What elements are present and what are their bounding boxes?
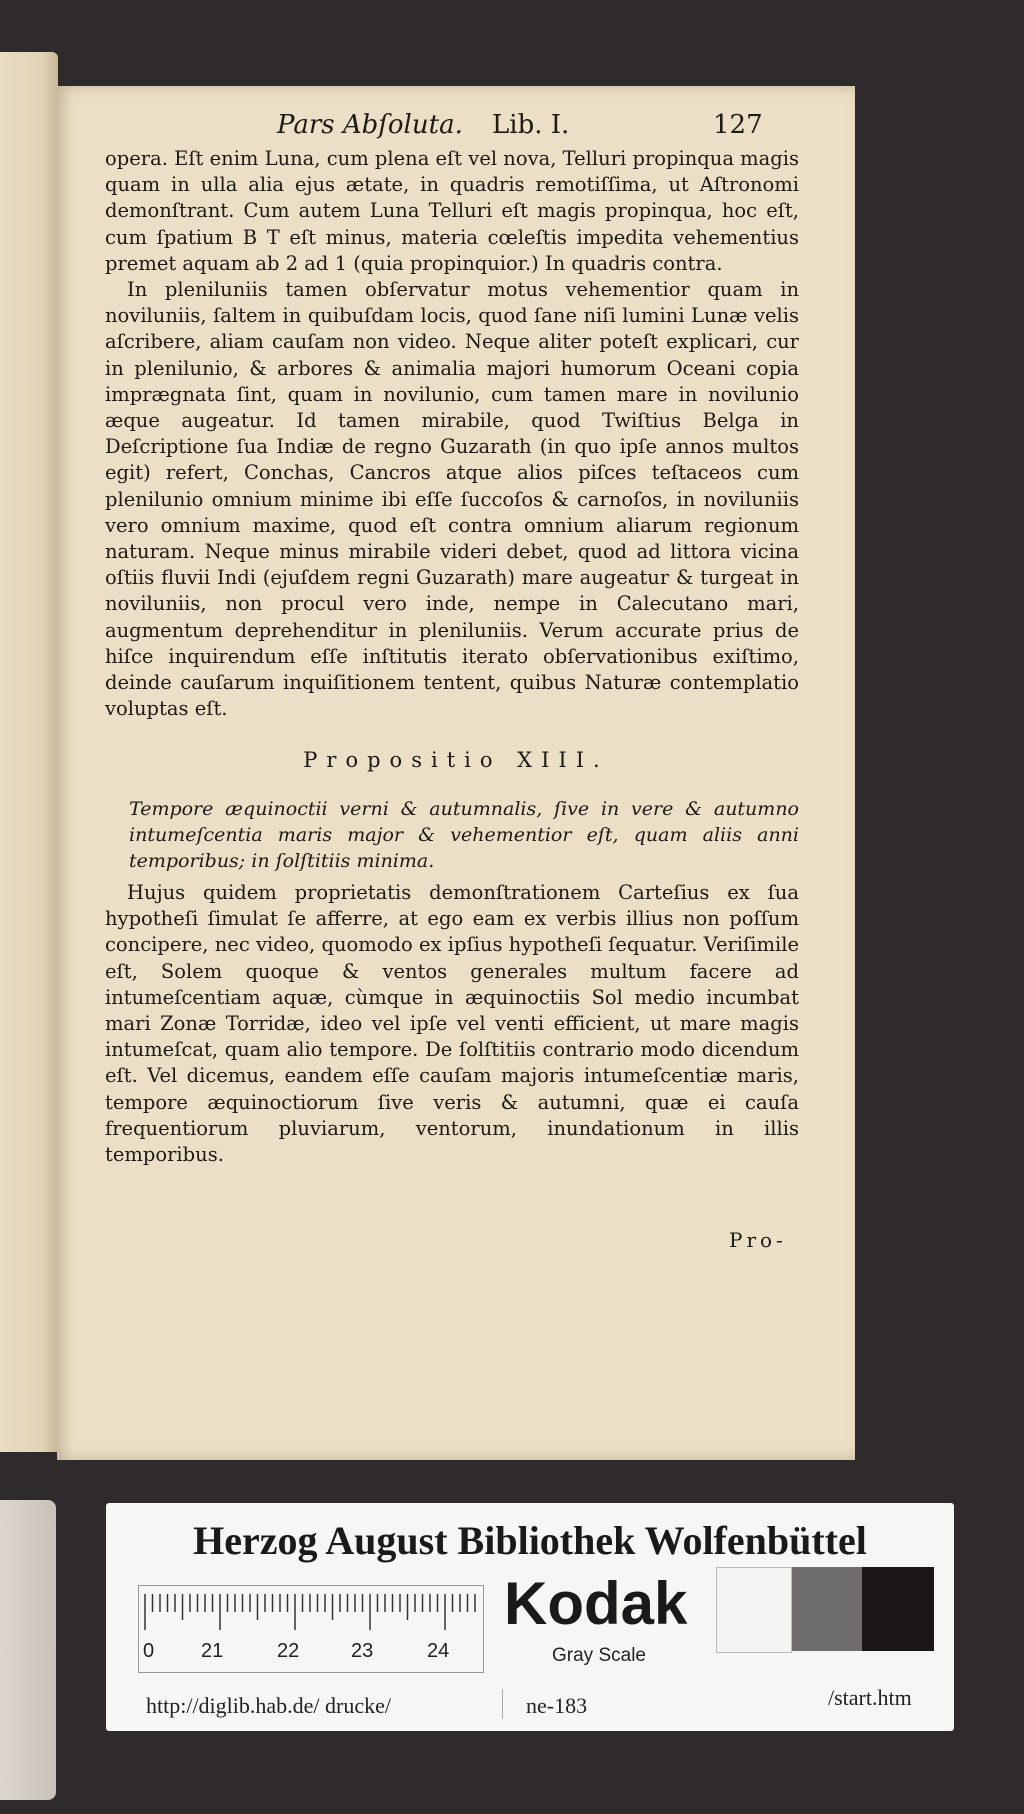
paragraph-1: opera. Eſt enim Luna, cum plena eſt vel nova, Telluri propinqua magis quam in ulla alia ejus ætate, in quadris remotiſſima, ut Aſtronomi demonſtrant. Cum autem Luna Telluri eſt magis propinqua, hoc eſt, cum ſpatium B T eſt minus, materia cœleſtis impedita vehementius premet aquam ab 2 ad 1 (quia propinquior.) In quadris contra. <box>105 147 799 275</box>
url-shelfmark: ne-183 <box>526 1693 588 1718</box>
paragraph-2: In pleniluniis tamen obſervatur motus vehementior quam in noviluniis, ſaltem in quibuſdam locis, quod ſane niſi lumini Lunæ velis aſcribere, aliam cauſam non video. Neque aliter poteſt explicari, cur in plenilunio, & arbores & animalia majori humorum Oceani copia imprægnata ſint, quam in novilunio, cum tamen mare in novilunio æque augeatur. Id tamen mirabile, quod Twiſtius Belga in Deſcriptione ſua Indiæ de regno Guzarath (in quo ipſe annos multos egit) refert, Conchas, Cancros atque alios piſces teſtaceos cum plenilunio omnium minime ibi eſſe ſuccoſos & carnoſos, in noviluniis vero omnium maxime, quod eſt contra omnium aliarum regionum naturam. Neque minus mirabile videri debet, quod ad littora vicina oſtiis fluvii Indi (ejuſdem regni Guzarath) mare augeatur & turgeat in noviluniis, non procul vero inde, nempe in Calecutano mari, augmentum deprehenditur in pleniluniis. Verum accurate prius de hiſce inquirendum eſſe inſtitutis iterato obſervationibus exiſtimo, deinde cauſarum inquiſitionem tentent, quibus Naturæ contemplatio voluptas eſt. <box>105 278 799 721</box>
proposition-paragraph: Hujus quidem proprietatis demonſtrationem Carteſius ex ſua hypotheſi ſimulat ſe afferre, at ego eam ex verbis illius non poſſum concipere, nec video, quomodo ex ipſius hypotheſi ſequatur. Veriſimile eſt, Solem quoque & ventos generales multum facere ad intumeſcentiam aquæ, cùmque in æquinoctiis Sol medio incumbat mari Zonæ Torridæ, ideo vel ipſe vel venti efficient, ut mare magis intumeſcat, quam alio tempore. De ſolſtitiis contrario modo dicendum eſt. Vel dicemus, eandem eſſe cauſam majoris intumeſcentiæ maris, tempore æquinoctiorum ſive veris & autumni, quæ ei cauſa frequentiorum pluviarum, ventorum, inundationum in illis temporibus. <box>105 881 799 1167</box>
gray-patch <box>792 1567 862 1651</box>
ruler-ticks <box>139 1586 483 1632</box>
scale-ruler <box>138 1585 484 1673</box>
main-text <box>105 146 799 722</box>
proposition-heading: Propositio XIII. <box>303 748 609 772</box>
running-head <box>57 110 855 150</box>
url-suffix: /start.htm <box>828 1685 912 1710</box>
facing-page-edge <box>0 52 58 1452</box>
ruler-label: 23 <box>351 1640 374 1662</box>
gray-scale-label: Gray Scale <box>552 1645 646 1666</box>
catchword: Pro- <box>729 1228 787 1252</box>
ruler-label: 22 <box>277 1640 300 1662</box>
ruler-label: 21 <box>201 1640 224 1662</box>
white-patch <box>716 1567 792 1653</box>
running-head-book: Lib. I. <box>492 110 570 140</box>
black-patch <box>862 1567 934 1651</box>
url-base: http://diglib.hab.de/ drucke/ <box>146 1693 392 1718</box>
ruler-label: 0 <box>143 1640 155 1662</box>
book-page <box>57 86 855 1460</box>
running-head-title: Pars Abſoluta. <box>277 110 463 140</box>
library-name: Herzog August Bibliothek Wolfenbüttel <box>193 1518 867 1563</box>
divider <box>502 1689 503 1719</box>
ruler-label: 24 <box>427 1640 450 1662</box>
proposition-body <box>105 880 799 1168</box>
proposition-statement: Tempore æquinoctii verni & autumnalis, ſive in vere & autumno intumeſcentia maris major & vehementior eſt, quam aliis anni temporibus; in ſolſtitiis minima. <box>129 798 799 872</box>
facing-page-lower <box>0 1500 56 1800</box>
color-target-card <box>106 1503 954 1731</box>
kodak-logo: Kodak <box>504 1570 688 1637</box>
page-number: 127 <box>713 110 763 140</box>
